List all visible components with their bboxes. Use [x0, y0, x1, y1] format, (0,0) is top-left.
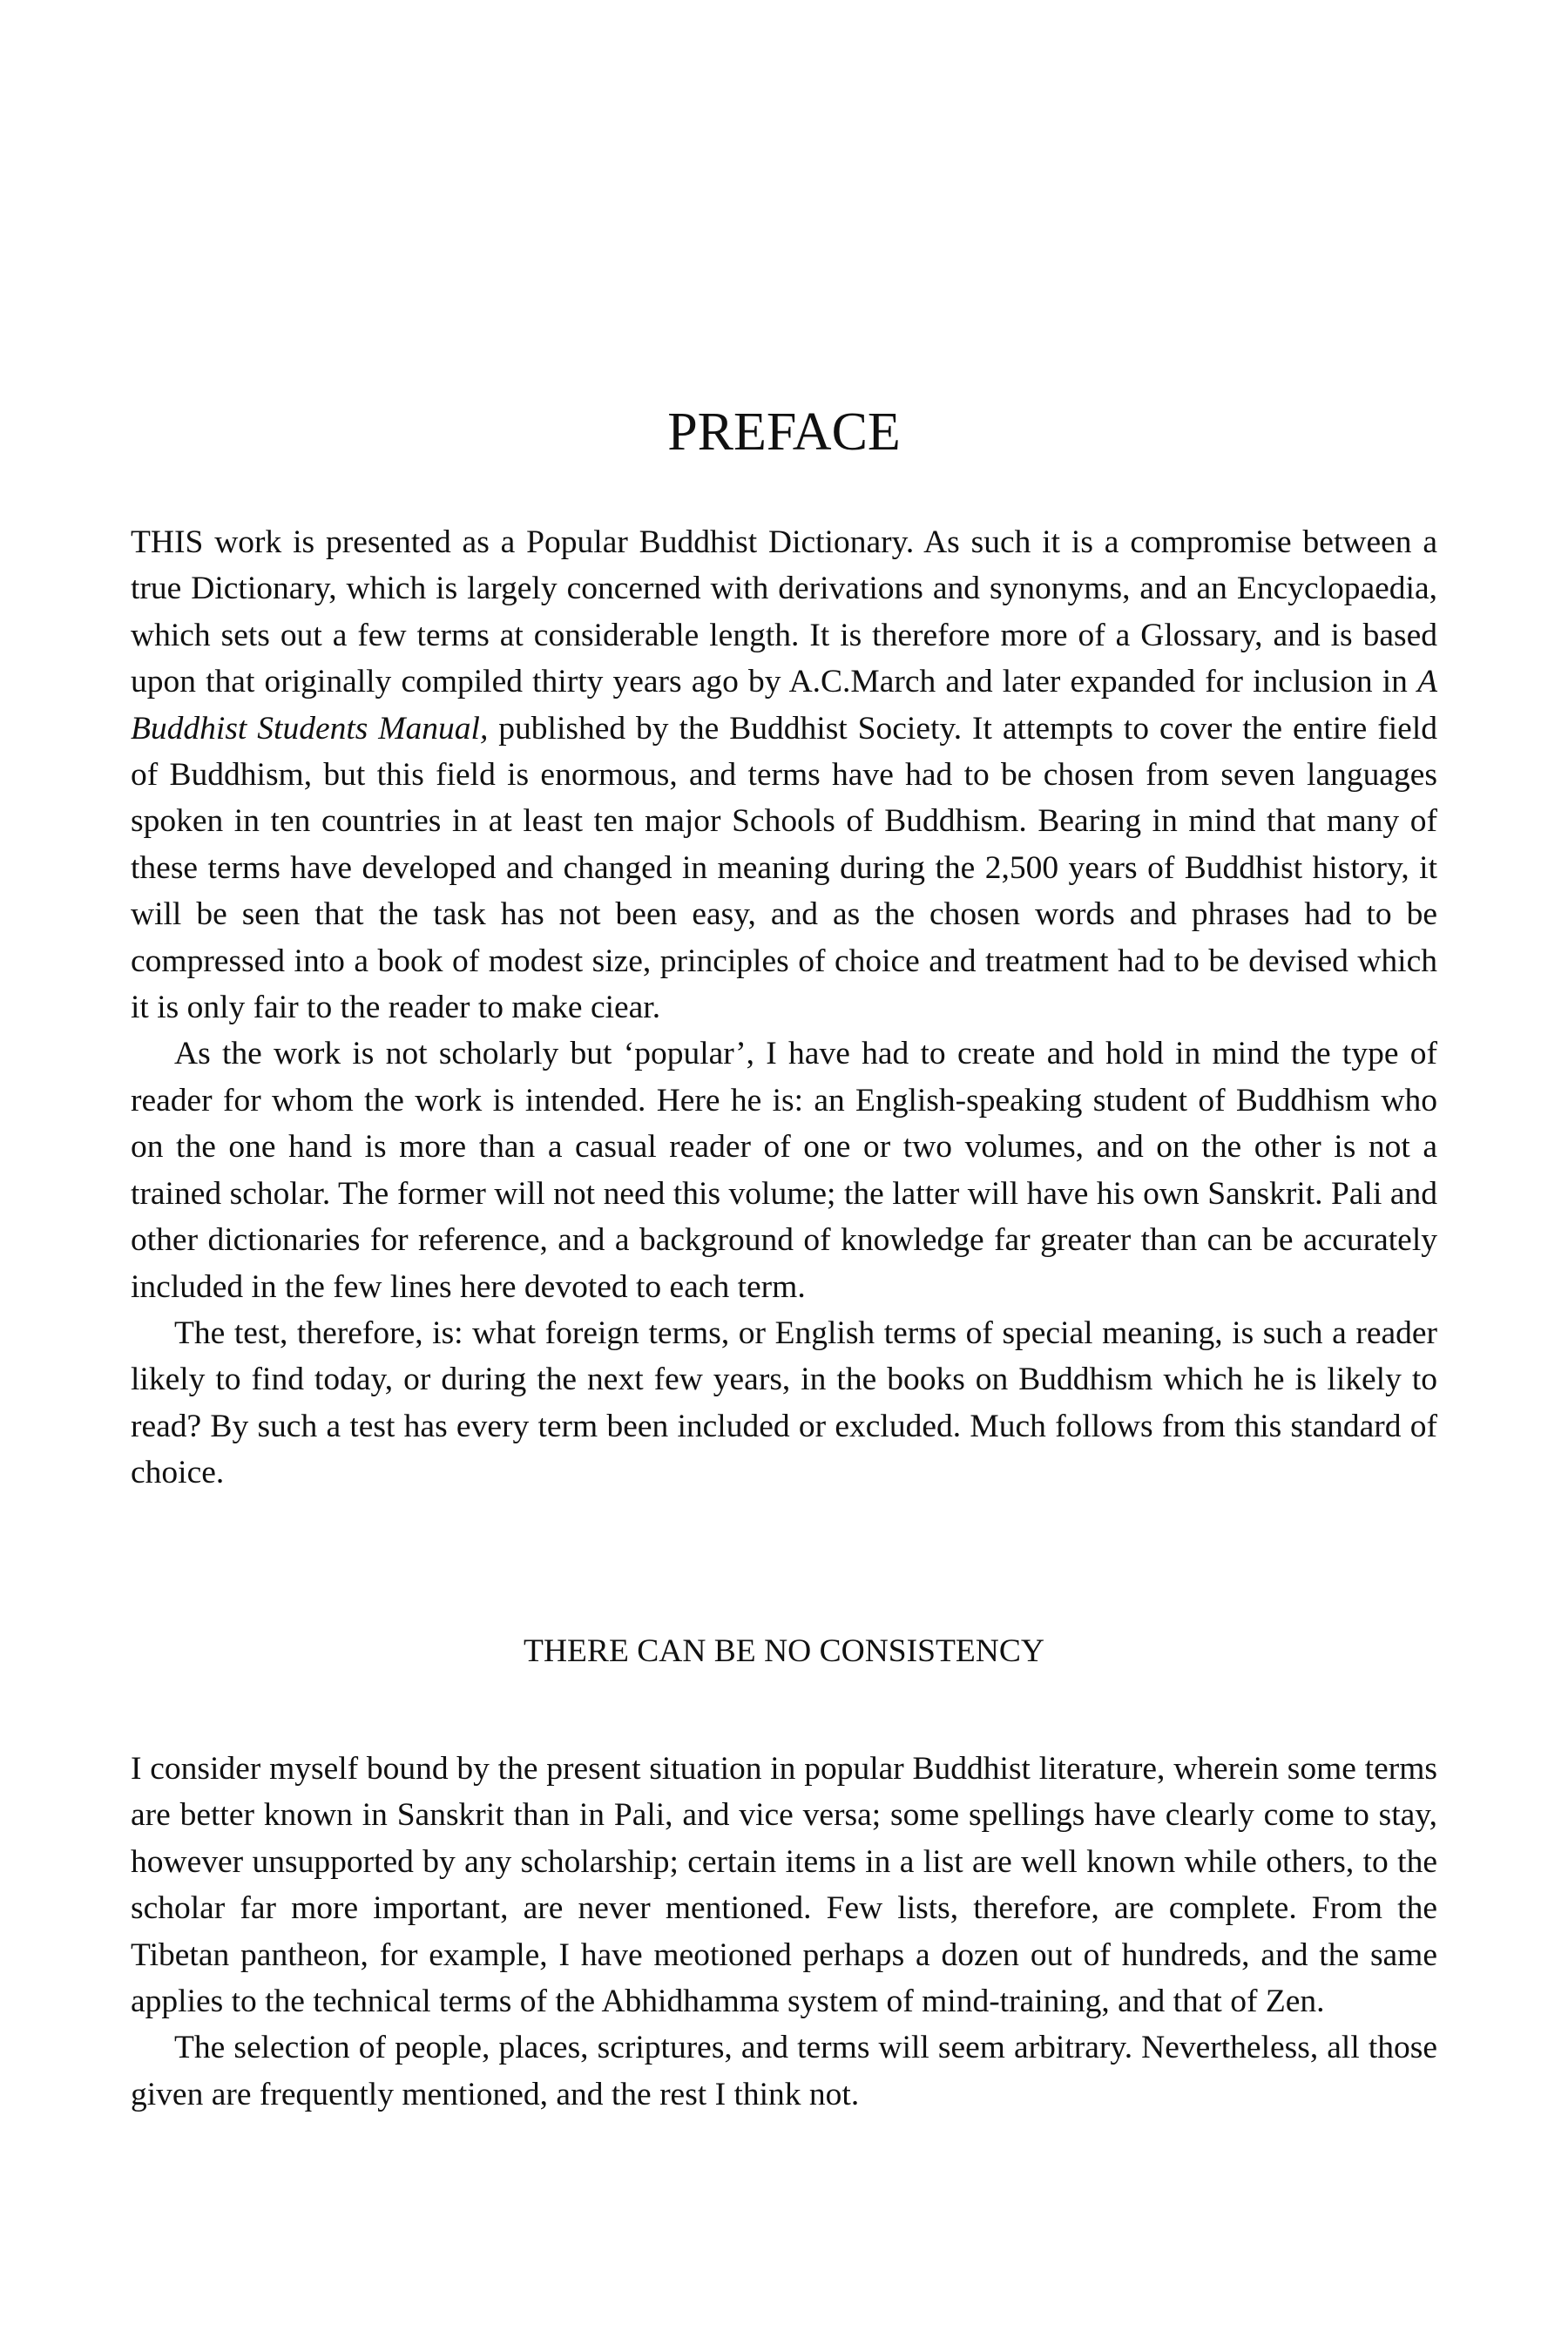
- paragraph-text: THIS work is presented as a Popular Buddhist Dictionary. As such it is a compromise between a true Dictionary, which is largely concerned with derivations and synonyms, and an Encyclopaedia, which sets out a few terms at considerable length. It is therefore more of a Glossary, and is based upon that originally compiled thirty years ago by A.C.March and later expanded for inclusion in: [131, 524, 1437, 700]
- preface-paragraph-2: As the work is not scholarly but ‘popular’, I have had to create and hold in mind the type of reader for whom the work is intended. Here he is: an English-speaking student of Buddhism who on the one hand is more than a casual reader of one or two volumes, and on the other is not a trained scholar. The former will not need this volume; the latter will have his own Sanskrit. Pali and other dictionaries for reference, and a background of knowledge far greater than can be accurately included in the few lines here devoted to each term.: [131, 1036, 1437, 1305]
- paragraph-text: published by the Buddhist Society. It attempts to cover the entire field of Buddhism, but this field is enormous, and terms have had to be chosen from seven languages spoken in ten countries in at least ten major Schools of Buddhism. Bearing in mind that many of these terms have developed and changed in meaning during the 2,500 years of Buddhist history, it will be seen that the task has not been easy, and as the chosen words and phrases had to be compressed into a book of modest size, principles of choice and treatment had to be devised which it is only fair to the reader to make ciear.: [131, 710, 1437, 1026]
- preface-paragraph-1: [131, 519, 1437, 1031]
- section-heading: THERE CAN BE NO CONSISTENCY: [524, 1633, 1044, 1670]
- preface-section: [131, 519, 1437, 1497]
- consistency-paragraph-2: The selection of people, places, scriptures, and terms will seem arbitrary. Nevertheless, all those given are frequently mentioned, and the rest I think not.: [131, 2030, 1437, 2112]
- consistency-section: [131, 1746, 1437, 2118]
- book-title: A Buddhist Students Manual,: [131, 664, 1437, 747]
- preface-paragraph-3: The test, therefore, is: what foreign terms, or English terms of special meaning, is such a reader likely to find today, or during the next few years, in the books on Buddhism which he is likely to read? By such a test has every term been included or excluded. Much follows from this standard of choice.: [131, 1315, 1437, 1491]
- consistency-paragraph-1: I consider myself bound by the present situation in popular Buddhist literature, wherein some terms are better known in Sanskrit than in Pali, and vice versa; some spellings have clearly come to stay, however unsupported by any scholarship; certain items in a list are well known while others, to the scholar far more important, are never mentioned. Few lists, therefore, are complete. From the Tibetan pantheon, for example, I have meotioned perhaps a dozen out of hundreds, and the same applies to the technical terms of the Abhidhamma system of mind-training, and that of Zen.: [131, 1751, 1437, 2020]
- page-title: PREFACE: [667, 402, 901, 462]
